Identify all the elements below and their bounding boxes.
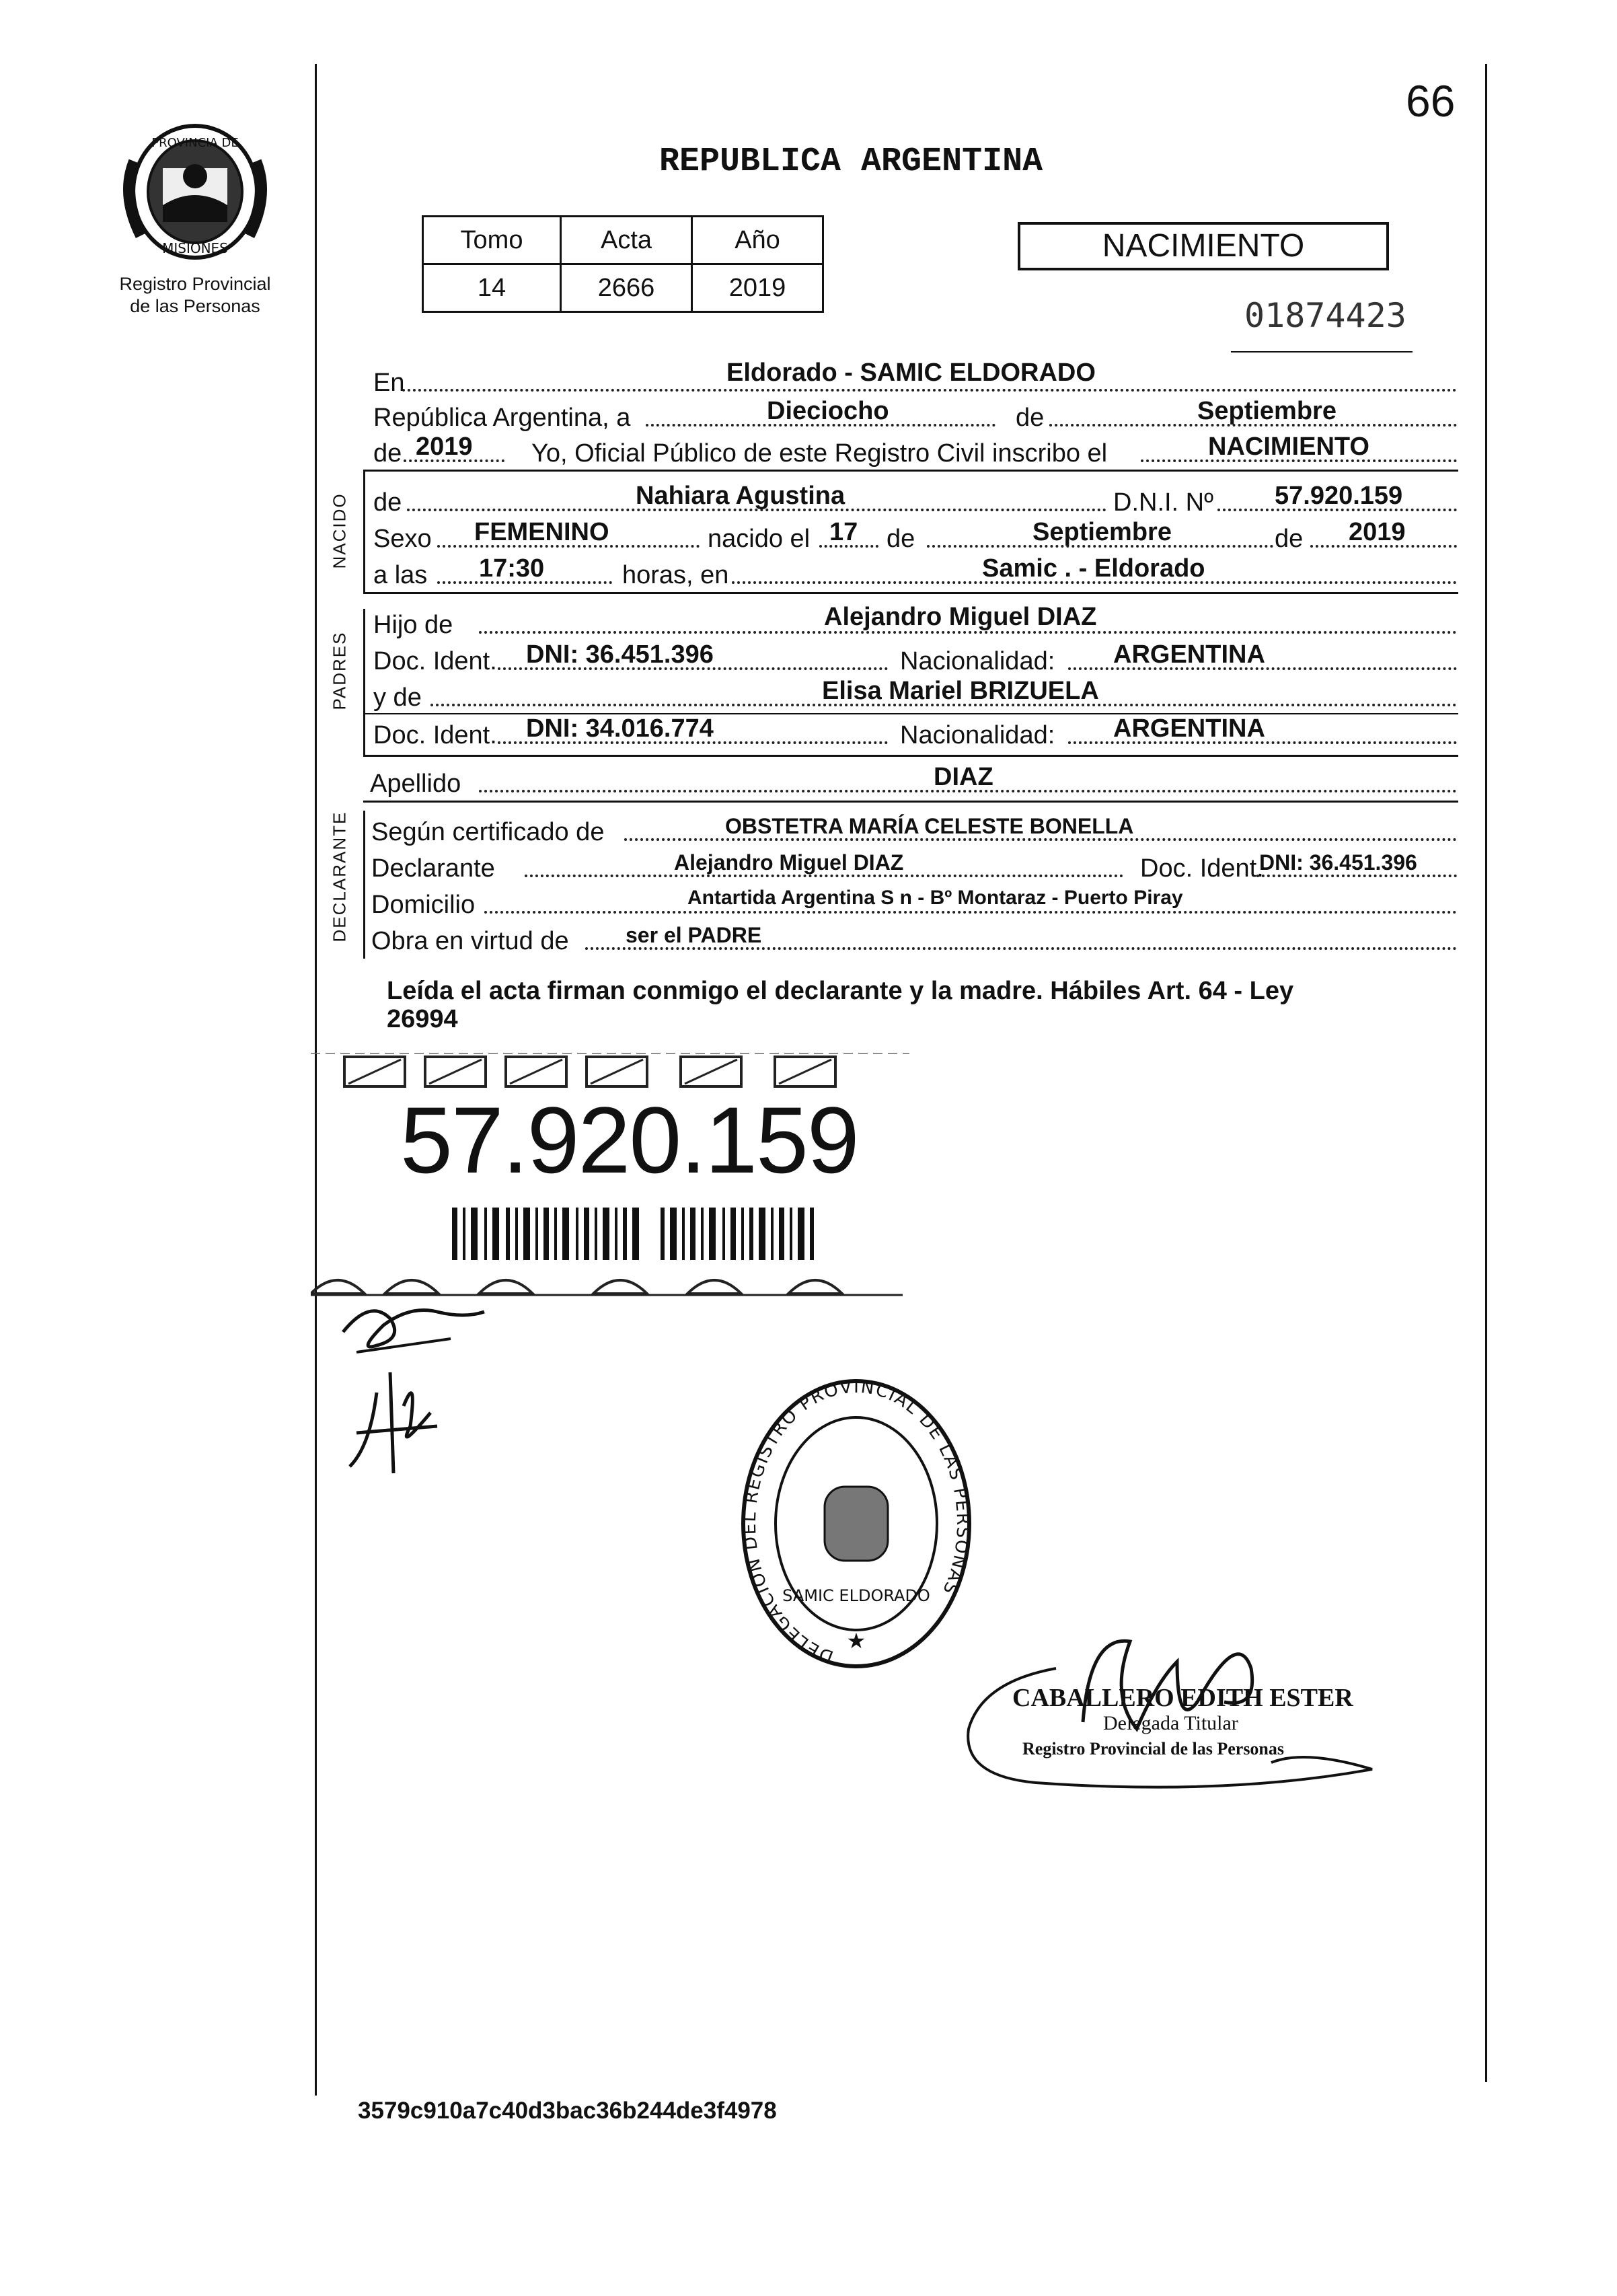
value-obra: ser el PADRE xyxy=(626,923,762,947)
value-domicilio: Antartida Argentina S n - Bº Montaraz - Puerto Piray xyxy=(687,887,1183,909)
value-place-born: Samic . - Eldorado xyxy=(982,554,1205,583)
label-mother-doc: Doc. Ident. xyxy=(373,721,497,749)
value-certificado: OBSTETRA MARÍA CELESTE BONELLA xyxy=(725,814,1134,838)
value-mother-doc: DNI: 34.016.774 xyxy=(526,714,714,743)
value-apellido: DIAZ xyxy=(934,763,993,791)
section-label-nacido: NACIDO xyxy=(329,492,350,569)
dots-declarante xyxy=(525,875,1123,877)
label-declarante-doc: Doc. Ident. xyxy=(1140,854,1264,883)
value-mother-nationality: ARGENTINA xyxy=(1113,714,1265,743)
value-place: Eldorado - SAMIC ELDORADO xyxy=(726,359,1096,387)
dots-en xyxy=(402,389,1457,392)
value-day-born: 17 xyxy=(829,518,858,546)
label-domicilio: Domicilio xyxy=(371,891,476,919)
label-apellido: Apellido xyxy=(370,770,461,798)
label-de-year: de xyxy=(373,439,402,468)
official-institution: Registro Provincial de las Personas xyxy=(1022,1739,1285,1758)
label-y-de: y de xyxy=(373,683,422,712)
label-hijo-de: Hijo de xyxy=(373,611,453,639)
value-month: Septiembre xyxy=(1197,397,1337,425)
record-type-box xyxy=(1018,222,1389,270)
value-father-doc: DNI: 36.451.396 xyxy=(526,640,714,669)
label-a-las: a las xyxy=(373,561,428,589)
table-value-acta: 2666 xyxy=(561,264,692,312)
registry-caption-2: de las Personas xyxy=(130,296,260,316)
official-title: Delegada Titular xyxy=(1103,1712,1238,1734)
provincial-seal-logo xyxy=(114,121,276,266)
label-dni: D.N.I. Nº xyxy=(1113,488,1213,517)
document-title: REPUBLICA ARGENTINA xyxy=(659,143,1043,181)
serial-number: 01874423 xyxy=(1244,296,1406,335)
sticker-logo-row-top xyxy=(344,1057,835,1086)
table-header-tomo: Tomo xyxy=(423,217,561,264)
value-father-name: Alejandro Miguel DIAZ xyxy=(824,603,1097,631)
label-father-nationality: Nacionalidad: xyxy=(900,647,1055,675)
value-mother-name: Elisa Mariel BRIZUELA xyxy=(822,677,1099,705)
label-certificado: Según certificado de xyxy=(371,818,605,846)
divider-nacido-bottom xyxy=(363,592,1458,594)
dots-obra xyxy=(585,947,1457,950)
registry-caption-1: Registro Provincial xyxy=(119,274,271,294)
declarante-bracket xyxy=(363,811,365,959)
table-header-anio: Año xyxy=(692,217,823,264)
table-header-acta: Acta xyxy=(561,217,692,264)
divider-padres-bottom xyxy=(363,755,1458,757)
label-declarante: Declarante xyxy=(371,854,495,883)
section-label-declarante: DECLARANTE xyxy=(329,811,350,942)
value-day-words: Dieciocho xyxy=(767,397,889,425)
section-label-padres: PADRES xyxy=(329,631,350,710)
signature-declarante xyxy=(330,1292,504,1480)
label-nacido-de: de xyxy=(373,488,402,517)
label-en: En xyxy=(373,369,405,397)
value-child-name: Nahiara Agustina xyxy=(636,482,845,510)
value-sexo: FEMENINO xyxy=(474,518,609,546)
stamp-inner-text: SAMIC ELDORADO xyxy=(782,1586,930,1605)
label-nacido-el: nacido el xyxy=(708,525,811,553)
label-obra: Obra en virtud de xyxy=(371,927,569,955)
seal-ring-top-text: PROVINCIA DE xyxy=(151,136,239,150)
stamp-star-icon: ★ xyxy=(846,1628,866,1654)
dots-father xyxy=(479,631,1457,634)
divider-nacido-top xyxy=(363,470,1458,472)
value-declarante: Alejandro Miguel DIAZ xyxy=(674,850,904,875)
padres-bracket xyxy=(363,609,365,757)
dots-declarante-doc xyxy=(1256,875,1457,877)
value-inscribo: NACIMIENTO xyxy=(1208,433,1369,461)
right-margin-line xyxy=(1485,64,1487,2082)
divider-apellido-bottom xyxy=(363,801,1458,803)
sticker-barcode xyxy=(452,1208,814,1260)
page-number: 66 xyxy=(1406,76,1456,126)
table-value-anio: 2019 xyxy=(692,264,823,312)
record-table xyxy=(422,215,824,313)
dots-domicilio xyxy=(484,911,1457,914)
label-republica: República Argentina, a xyxy=(373,404,631,432)
label-de-month: de xyxy=(1016,404,1045,432)
stamp-ring-text: DELEGACION DEL REGISTRO PROVINCIAL DE LAS PERSONAS xyxy=(739,1376,973,1667)
value-father-nationality: ARGENTINA xyxy=(1113,640,1265,669)
dots-certificado xyxy=(624,838,1457,841)
value-declarante-doc: DNI: 36.451.396 xyxy=(1259,850,1417,875)
value-time: 17:30 xyxy=(479,554,545,583)
label-inscribo: Yo, Oficial Público de este Registro Civil inscribo el xyxy=(531,439,1108,468)
serial-underline xyxy=(1231,351,1413,353)
label-de-2: de xyxy=(887,525,915,553)
closing-line-1: Leída el acta firman conmigo el declarante y la madre. Hábiles Art. 64 - Ley xyxy=(387,977,1294,1005)
label-father-doc: Doc. Ident. xyxy=(373,647,497,675)
label-de-3: de xyxy=(1275,525,1304,553)
nacido-bracket xyxy=(363,471,365,592)
delegation-stamp xyxy=(739,1372,974,1682)
document-hash: 3579c910a7c40d3bac36b244de3f4978 xyxy=(358,2098,777,2124)
label-mother-nationality: Nacionalidad: xyxy=(900,721,1055,749)
value-year-born: 2019 xyxy=(1349,518,1406,546)
value-month-born: Septiembre xyxy=(1032,518,1172,546)
sticker-dni-number: 57.920.159 xyxy=(400,1087,858,1193)
table-value-tomo: 14 xyxy=(423,264,561,312)
closing-line-2: 26994 xyxy=(387,1005,458,1033)
label-horas-en: horas, en xyxy=(622,561,729,589)
official-name: CABALLERO EDITH ESTER xyxy=(1012,1684,1353,1712)
record-type-label: NACIMIENTO xyxy=(1102,228,1305,264)
value-dni: 57.920.159 xyxy=(1275,482,1403,510)
seal-ring-bottom-text: MISIONES xyxy=(162,240,228,256)
label-sexo: Sexo xyxy=(373,525,432,553)
value-year: 2019 xyxy=(416,433,473,461)
